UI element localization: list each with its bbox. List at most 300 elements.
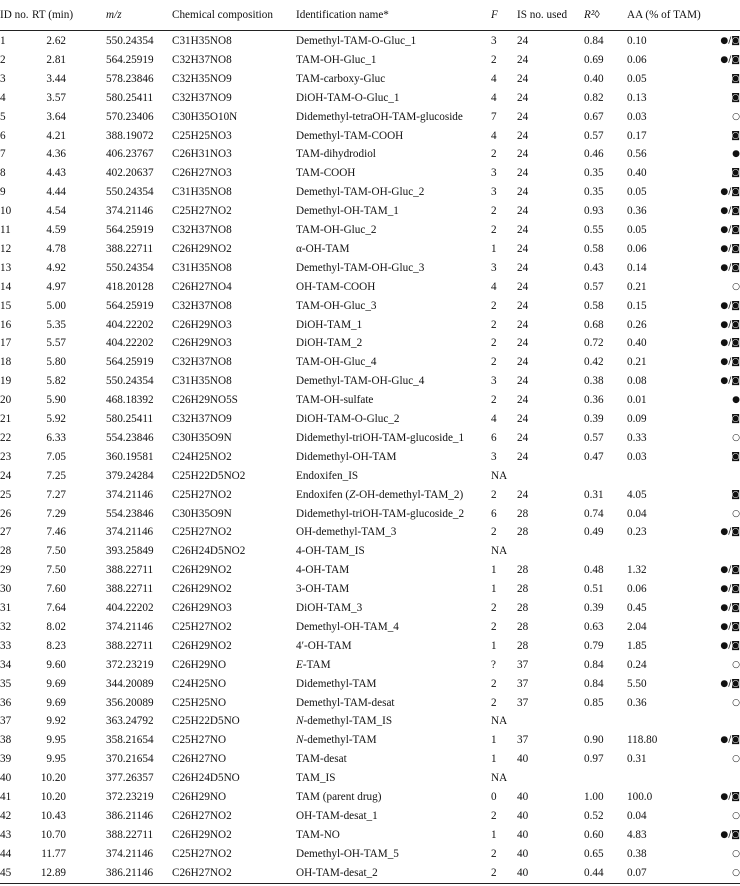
cell-mz: 468.18392 [106, 394, 154, 407]
cell-comp: C26H27NO4 [172, 280, 232, 293]
cell-rt: 2.81 [46, 53, 66, 66]
cell-rt: 4.92 [46, 261, 66, 274]
marker-icon [712, 656, 740, 675]
cell-id: 9 [0, 186, 6, 199]
marker-icon [712, 505, 740, 524]
cell-aa: 0.26 [627, 318, 647, 331]
cell-comp: C25H27NO2 [172, 620, 232, 633]
cell-is: 28 [517, 507, 529, 520]
cell-rt: 5.90 [46, 394, 66, 407]
cell-id: 10 [0, 205, 12, 218]
cell-comp: C32H37NO8 [172, 299, 232, 312]
cell-is: 24 [517, 72, 529, 85]
cell-name: TAM-desat [296, 753, 347, 766]
table-row [0, 221, 740, 240]
cell-is: 24 [517, 261, 529, 274]
cell-aa: 0.33 [627, 431, 647, 444]
marker-icon [712, 89, 740, 108]
cell-f: 2 [491, 224, 497, 236]
cell-aa: 0.08 [627, 375, 647, 388]
cell-mz: 564.25919 [106, 224, 154, 236]
cell-id: 45 [0, 866, 12, 879]
cell-comp: C26H27NO2 [172, 809, 232, 822]
cell-id: 13 [0, 261, 12, 274]
cell-rt: 9.92 [46, 715, 66, 728]
cell-rt: 3.64 [46, 110, 66, 123]
header-aa: AA (% of TAM) [627, 9, 701, 21]
cell-name: Didemethyl-TAM [296, 677, 377, 690]
cell-f: 2 [491, 299, 497, 312]
cell-rt: 9.69 [46, 677, 66, 690]
cell-mz: 344.20089 [106, 677, 154, 690]
cell-mz: 370.21654 [106, 753, 154, 766]
cell-aa: 0.21 [627, 280, 647, 293]
cell-name: DiOH-TAM-O-Gluc_1 [296, 91, 400, 104]
cell-f: ? [491, 658, 496, 671]
cell-r2: 1.00 [584, 791, 604, 803]
cell-aa: 0.24 [627, 658, 647, 671]
cell-is: 28 [517, 583, 529, 596]
cell-comp: C32H37NO8 [172, 356, 232, 369]
cell-id: 16 [0, 318, 12, 331]
table-row [0, 51, 740, 70]
cell-mz: 388.22711 [106, 583, 154, 596]
cell-comp: C32H37NO9 [172, 413, 232, 425]
cell-id: 33 [0, 639, 12, 652]
cell-rt: 9.60 [46, 658, 66, 671]
cell-r2: 0.58 [584, 299, 604, 312]
cell-comp: C26H29NO2 [172, 828, 232, 841]
cell-id: 31 [0, 602, 12, 614]
cell-comp: C26H29NO2 [172, 583, 232, 596]
cell-f: 1 [491, 828, 497, 841]
marker-icon [712, 108, 740, 127]
cell-f: 3 [491, 35, 497, 47]
cell-rt: 7.60 [46, 583, 66, 596]
cell-mz: 406.23767 [106, 148, 154, 161]
cell-r2: 0.39 [584, 602, 604, 614]
cell-mz: 393.25849 [106, 545, 154, 558]
cell-rt: 4.97 [46, 280, 66, 293]
cell-comp: C26H29NO [172, 658, 227, 671]
cell-mz: 570.23406 [106, 110, 154, 123]
marker-icon [712, 864, 740, 883]
table-row [0, 467, 740, 486]
marker-icon [712, 32, 740, 51]
cell-id: 42 [0, 809, 12, 822]
cell-name: TAM-NO [296, 828, 340, 841]
cell-is: 40 [517, 847, 529, 860]
cell-name: TAM_IS [296, 772, 336, 785]
marker-icon [712, 297, 740, 316]
marker-icon [712, 164, 740, 183]
cell-rt: 3.44 [46, 72, 66, 85]
marker-icon [712, 221, 740, 240]
cell-comp: C25H27NO2 [172, 526, 232, 539]
cell-f: 4 [491, 129, 497, 142]
cell-is: 37 [517, 658, 529, 671]
cell-mz: 372.23219 [106, 658, 154, 671]
cell-is: 24 [517, 488, 529, 501]
cell-id: 21 [0, 413, 12, 425]
cell-rt: 4.54 [46, 205, 66, 218]
cell-r2: 0.79 [584, 639, 604, 652]
cell-rt: 4.43 [46, 167, 66, 180]
marker-icon [712, 731, 740, 750]
cell-r2: 0.35 [584, 167, 604, 180]
cell-name: Demethyl-TAM-OH-Gluc_3 [296, 261, 425, 274]
cell-is: 28 [517, 564, 529, 577]
cell-id: 5 [0, 110, 6, 123]
table-row [0, 618, 740, 637]
cell-rt: 7.25 [46, 469, 66, 482]
table-row [0, 164, 740, 183]
cell-r2: 0.52 [584, 809, 604, 822]
marker-icon [712, 599, 740, 618]
table-row [0, 637, 740, 656]
marker-icon [712, 523, 740, 542]
cell-comp: C26H29NO3 [172, 318, 232, 331]
cell-is: 28 [517, 639, 529, 652]
cell-id: 6 [0, 129, 6, 142]
cell-name: OH-TAM-desat_1 [296, 809, 378, 822]
marker-icon [712, 788, 740, 807]
cell-id: 23 [0, 450, 12, 463]
cell-mz: 554.23846 [106, 431, 154, 444]
cell-is: 24 [517, 186, 529, 199]
marker-icon [712, 316, 740, 335]
cell-f: 1 [491, 734, 497, 747]
table-row [0, 89, 740, 108]
marker-icon [712, 372, 740, 391]
table-row [0, 845, 740, 864]
cell-is: 24 [517, 318, 529, 331]
cell-name: Demethyl-TAM-OH-Gluc_4 [296, 375, 425, 388]
cell-rt: 4.21 [46, 129, 66, 142]
cell-r2: 0.51 [584, 583, 604, 596]
marker-icon [712, 448, 740, 467]
cell-id: 7 [0, 148, 6, 161]
table-row [0, 656, 740, 675]
cell-rt: 3.57 [46, 91, 66, 104]
table-row [0, 240, 740, 259]
cell-aa: 0.06 [627, 583, 647, 596]
table-row [0, 127, 740, 146]
cell-rt: 10.70 [40, 828, 66, 841]
cell-name: TAM-OH-sulfate [296, 394, 374, 407]
cell-comp: C25H27NO2 [172, 847, 232, 860]
cell-r2: 0.57 [584, 129, 604, 142]
cell-name: Demethyl-OH-TAM_5 [296, 847, 399, 860]
cell-id: 4 [0, 91, 6, 104]
marker-icon [712, 486, 740, 505]
cell-rt: 5.82 [46, 375, 66, 388]
cell-mz: 388.22711 [106, 639, 154, 652]
table-row [0, 183, 740, 202]
cell-id: 27 [0, 526, 12, 539]
cell-r2: 0.84 [584, 658, 604, 671]
cell-r2: 0.57 [584, 280, 604, 293]
cell-rt: 10.43 [40, 809, 66, 822]
cell-name: TAM (parent drug) [296, 791, 382, 803]
cell-id: 38 [0, 734, 12, 747]
cell-r2: 0.39 [584, 413, 604, 425]
cell-id: 40 [0, 772, 12, 785]
cell-f: 2 [491, 356, 497, 369]
cell-comp: C25H22D5NO2 [172, 469, 246, 482]
cell-id: 36 [0, 696, 12, 709]
cell-f: 2 [491, 205, 497, 218]
cell-id: 11 [0, 224, 11, 236]
cell-f: 2 [491, 847, 497, 860]
cell-rt: 5.80 [46, 356, 66, 369]
table-row [0, 372, 740, 391]
cell-comp: C26H29NO2 [172, 564, 232, 577]
cell-r2: 0.84 [584, 35, 604, 47]
table-row [0, 202, 740, 221]
marker-icon [712, 391, 740, 410]
header-r2: R²◊ [584, 9, 600, 21]
cell-mz: 377.26357 [106, 772, 154, 785]
cell-aa: 0.40 [627, 337, 647, 350]
marker-icon [712, 429, 740, 448]
cell-r2: 0.57 [584, 431, 604, 444]
cell-name: 3-OH-TAM [296, 583, 350, 596]
cell-rt: 5.57 [46, 337, 66, 350]
cell-is: 28 [517, 602, 529, 614]
cell-aa: 4.05 [627, 488, 647, 501]
cell-mz: 554.23846 [106, 507, 154, 520]
cell-comp: C30H35O9N [172, 431, 232, 444]
cell-comp: C25H25NO [172, 696, 227, 709]
cell-comp: C26H24D5NO [172, 772, 240, 785]
table-row [0, 712, 740, 731]
cell-comp: C26H29NO [172, 791, 227, 803]
cell-r2: 0.58 [584, 242, 604, 255]
marker-icon [712, 51, 740, 70]
cell-f: 3 [491, 375, 497, 388]
marker-icon [712, 807, 740, 826]
cell-comp: C32H37NO8 [172, 224, 232, 236]
cell-comp: C32H35NO9 [172, 72, 232, 85]
cell-r2: 0.46 [584, 148, 604, 161]
cell-id: 15 [0, 299, 12, 312]
cell-aa: 0.09 [627, 413, 647, 425]
cell-is: 40 [517, 753, 529, 766]
table-row [0, 864, 740, 883]
cell-f: 6 [491, 507, 497, 520]
table-row [0, 70, 740, 89]
cell-aa: 0.04 [627, 507, 647, 520]
table-row [0, 694, 740, 713]
cell-mz: 358.21654 [106, 734, 154, 747]
cell-aa: 0.15 [627, 299, 647, 312]
cell-f: 2 [491, 602, 497, 614]
marker-icon [712, 259, 740, 278]
cell-is: 37 [517, 677, 529, 690]
table-row [0, 542, 740, 561]
cell-aa: 0.38 [627, 847, 647, 860]
cell-is: 37 [517, 696, 529, 709]
cell-mz: 564.25919 [106, 299, 154, 312]
cell-is: 24 [517, 299, 529, 312]
marker-icon [712, 353, 740, 372]
cell-f: 3 [491, 186, 497, 199]
cell-r2: 0.65 [584, 847, 604, 860]
cell-name: OH-TAM-COOH [296, 280, 376, 293]
table-row [0, 505, 740, 524]
cell-comp: C26H29NO3 [172, 602, 232, 614]
cell-name: Didemethyl-triOH-TAM-glucoside_1 [296, 431, 465, 444]
cell-is: 28 [517, 526, 529, 539]
cell-f: 7 [491, 110, 497, 123]
marker-icon [712, 750, 740, 769]
cell-name: TAM-COOH [296, 167, 356, 180]
cell-mz: 402.20637 [106, 167, 154, 180]
table-row [0, 807, 740, 826]
cell-r2: 0.67 [584, 110, 604, 123]
cell-aa: 0.13 [627, 91, 647, 104]
cell-comp: C31H35NO8 [172, 375, 232, 388]
cell-mz: 404.22202 [106, 602, 154, 614]
header-id: ID no. [0, 9, 29, 21]
cell-mz: 360.19581 [106, 450, 154, 463]
marker-icon [712, 618, 740, 637]
table-row [0, 297, 740, 316]
cell-comp: C26H29NO3 [172, 337, 232, 350]
cell-mz: 386.21146 [106, 809, 154, 822]
marker-icon [712, 240, 740, 259]
cell-r2: 0.43 [584, 261, 604, 274]
cell-is: 24 [517, 148, 529, 161]
cell-aa: 0.56 [627, 148, 647, 161]
cell-name: OH-TAM-desat_2 [296, 866, 378, 879]
cell-id: 37 [0, 715, 12, 728]
cell-is: 24 [517, 110, 529, 123]
cell-f: 1 [491, 583, 497, 596]
cell-r2: 0.84 [584, 677, 604, 690]
cell-r2: 0.36 [584, 394, 604, 407]
table-row [0, 448, 740, 467]
cell-is: 24 [517, 280, 529, 293]
cell-f: 2 [491, 394, 497, 407]
cell-name: DiOH-TAM_2 [296, 337, 363, 350]
cell-id: 41 [0, 791, 12, 803]
cell-aa: 2.04 [627, 620, 647, 633]
table-row [0, 599, 740, 618]
cell-aa: 118.80 [627, 734, 658, 747]
cell-is: 28 [517, 620, 529, 633]
cell-name: TAM-OH-Gluc_4 [296, 356, 377, 369]
cell-r2: 0.74 [584, 507, 604, 520]
cell-f: 6 [491, 431, 497, 444]
cell-f: 3 [491, 261, 497, 274]
cell-f: 4 [491, 91, 497, 104]
table-row [0, 731, 740, 750]
cell-name: Demethyl-TAM-COOH [296, 129, 404, 142]
table-header-row [0, 4, 740, 26]
cell-rt: 7.64 [46, 602, 66, 614]
marker-icon [712, 845, 740, 864]
cell-r2: 0.85 [584, 696, 604, 709]
marker-icon [712, 826, 740, 845]
cell-comp: C31H35NO8 [172, 261, 232, 274]
cell-name: TAM-OH-Gluc_3 [296, 299, 377, 312]
cell-id: 39 [0, 753, 12, 766]
cell-id: 34 [0, 658, 12, 671]
cell-r2: 0.55 [584, 224, 604, 236]
cell-is: 24 [517, 450, 529, 463]
table-row [0, 391, 740, 410]
cell-f: 1 [491, 639, 497, 652]
cell-mz: 550.24354 [106, 186, 154, 199]
cell-f: NA [491, 772, 508, 785]
cell-id: 3 [0, 72, 6, 85]
cell-f: NA [491, 469, 508, 482]
cell-mz: 550.24354 [106, 375, 154, 388]
cell-r2: 0.60 [584, 828, 604, 841]
cell-comp: C26H24D5NO2 [172, 545, 246, 558]
cell-aa: 0.21 [627, 356, 647, 369]
cell-r2: 0.38 [584, 375, 604, 388]
cell-mz: 388.22711 [106, 828, 154, 841]
cell-rt: 4.59 [46, 224, 66, 236]
cell-comp: C24H25NO2 [172, 450, 232, 463]
cell-id: 24 [0, 469, 12, 482]
cell-rt: 5.35 [46, 318, 66, 331]
cell-mz: 356.20089 [106, 696, 154, 709]
marker-icon [712, 675, 740, 694]
cell-name: 4-OH-TAM_IS [296, 545, 365, 558]
cell-aa: 0.31 [627, 753, 647, 766]
cell-aa: 0.05 [627, 72, 647, 85]
cell-name: OH-demethyl-TAM_3 [296, 526, 397, 539]
table-row [0, 826, 740, 845]
table-row [0, 788, 740, 807]
cell-name: 4′-OH-TAM [296, 639, 352, 652]
table-row [0, 278, 740, 297]
cell-r2: 0.97 [584, 753, 604, 766]
cell-r2: 0.72 [584, 337, 604, 350]
cell-mz: 388.22711 [106, 242, 154, 255]
cell-aa: 0.17 [627, 129, 647, 142]
cell-rt: 4.36 [46, 148, 66, 161]
cell-aa: 0.07 [627, 866, 647, 879]
cell-f: 4 [491, 280, 497, 293]
cell-f: 3 [491, 450, 497, 463]
cell-name: TAM-OH-Gluc_1 [296, 53, 377, 66]
cell-f: NA [491, 545, 508, 558]
cell-rt: 4.78 [46, 242, 66, 255]
cell-is: 24 [517, 129, 529, 142]
cell-comp: C25H27NO2 [172, 205, 232, 218]
cell-r2: 0.63 [584, 620, 604, 633]
cell-rt: 2.62 [46, 35, 66, 47]
marker-icon [712, 637, 740, 656]
cell-f: 4 [491, 72, 497, 85]
cell-comp: C30H35O10N [172, 110, 238, 123]
cell-name: Didemethyl-triOH-TAM-glucoside_2 [296, 507, 465, 520]
cell-aa: 0.06 [627, 53, 647, 66]
cell-mz: 374.21146 [106, 526, 154, 539]
cell-name: Demethyl-TAM-O-Gluc_1 [296, 35, 417, 47]
cell-f: 2 [491, 337, 497, 350]
cell-comp: C30H35O9N [172, 507, 232, 520]
cell-f: 3 [491, 167, 497, 180]
header-mz: m/z [106, 9, 122, 21]
cell-comp: C26H29NO5S [172, 394, 238, 407]
cell-id: 12 [0, 242, 12, 255]
